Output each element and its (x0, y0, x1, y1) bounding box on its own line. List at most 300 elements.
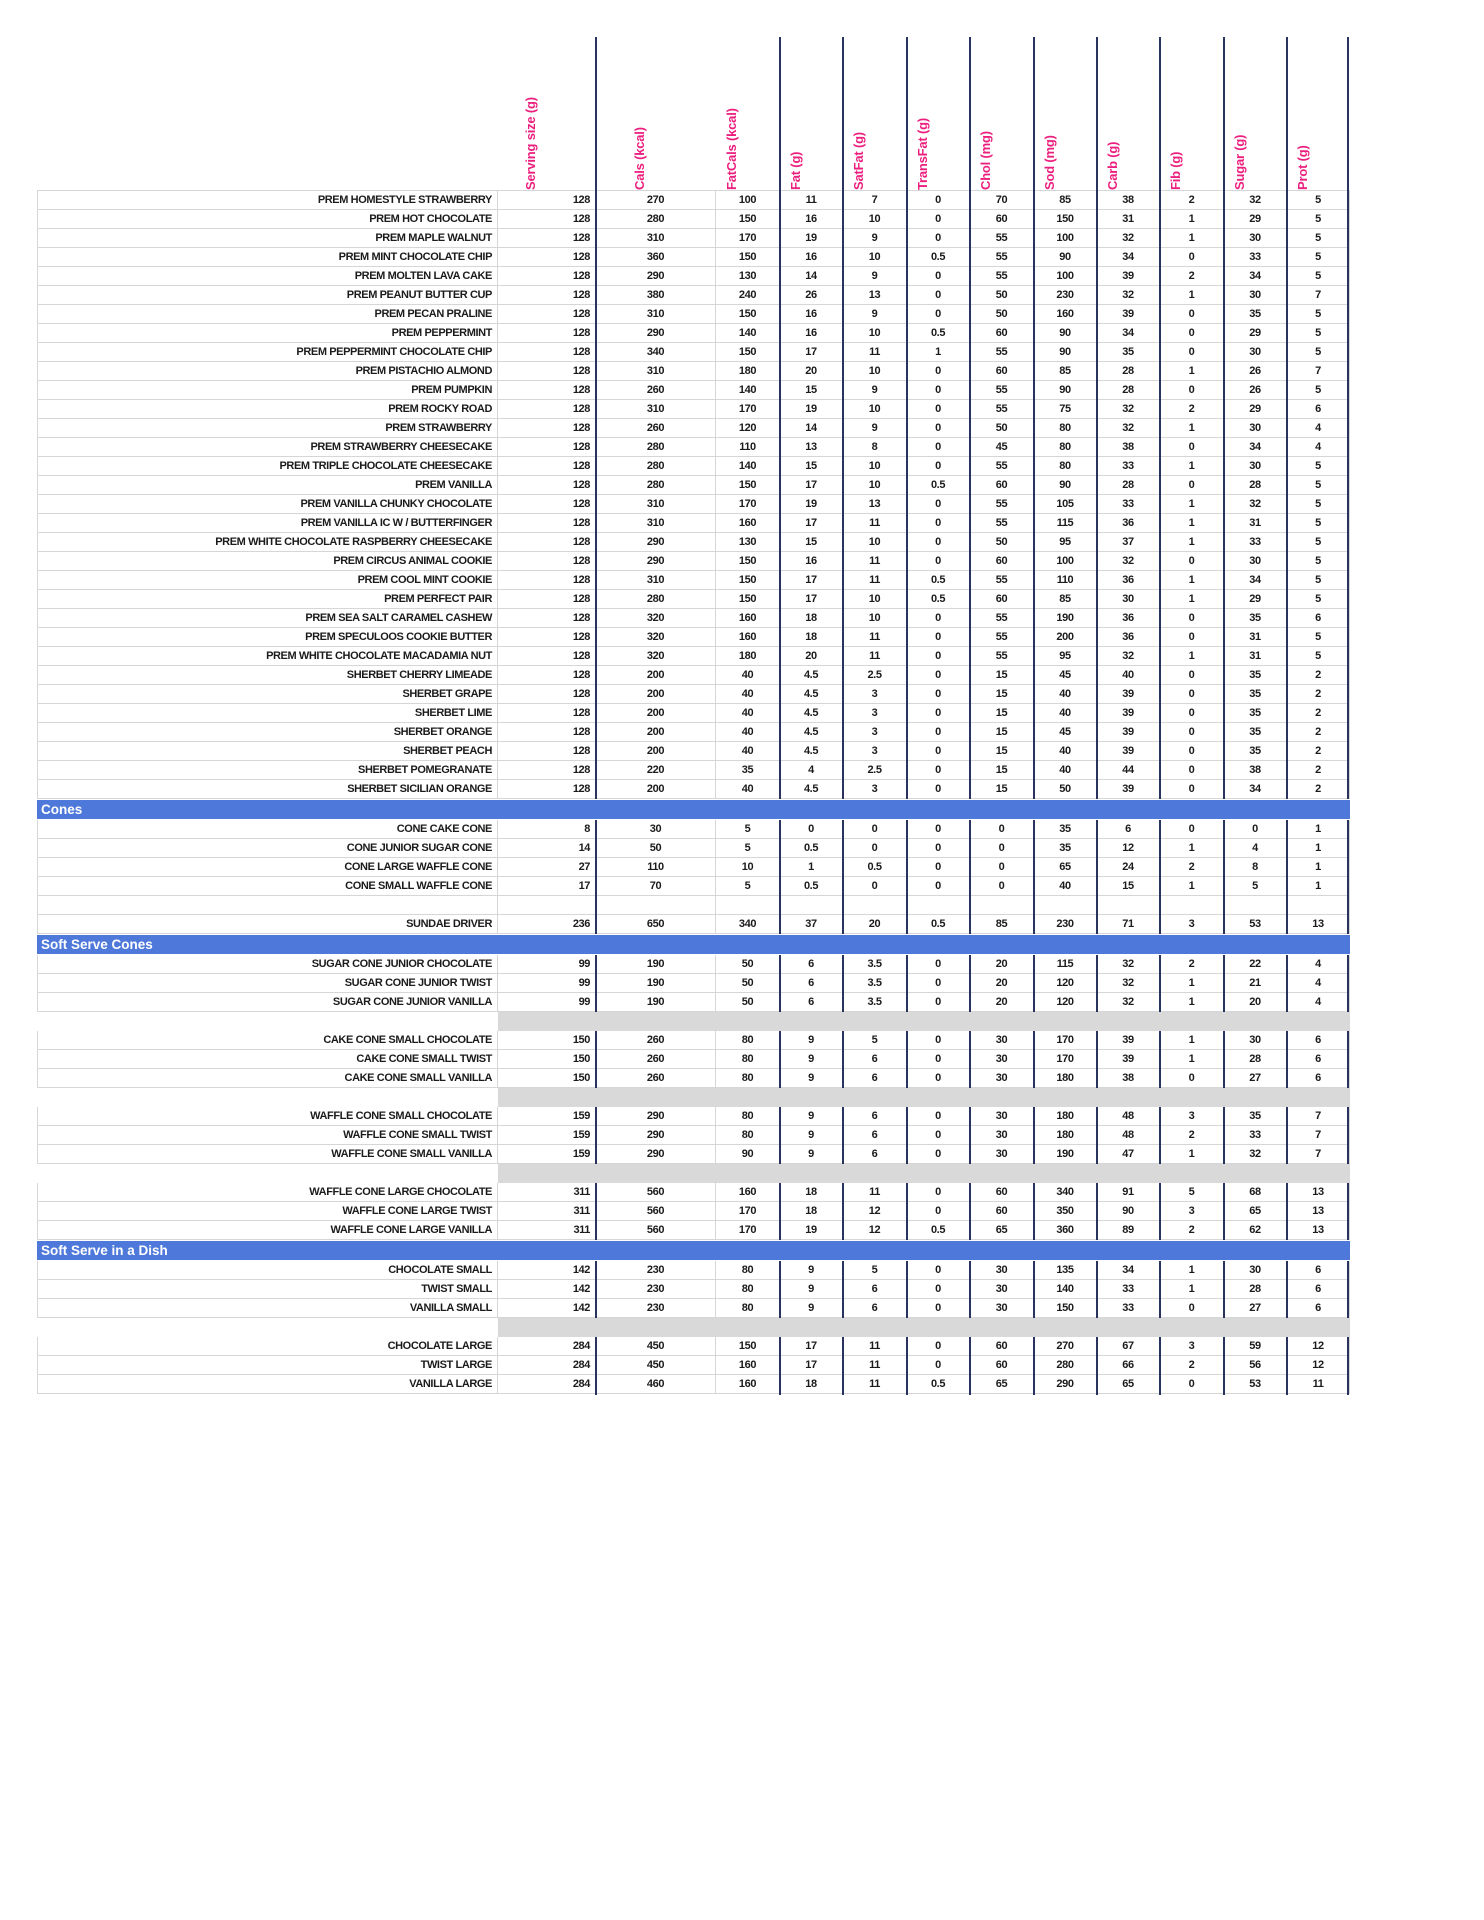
value-cell-satfat: 13 (843, 286, 907, 305)
table-row (37, 1280, 1350, 1299)
value-cell-fatcals: 40 (716, 685, 780, 704)
value-cell-cals: 320 (596, 647, 716, 666)
table-row (37, 666, 1350, 685)
value-cell-cals: 310 (596, 305, 716, 324)
value-cell-transfat: 0 (907, 1183, 970, 1202)
value-cell-prot: 5 (1287, 514, 1350, 533)
section-title: Soft Serve in a Dish (41, 1243, 168, 1258)
value-cell-cals: 280 (596, 457, 716, 476)
value-cell-fatcals: 40 (716, 742, 780, 761)
value-cell-fat: 17 (780, 1356, 843, 1375)
value-cell-transfat: 0 (907, 877, 970, 896)
value-cell-prot: 5 (1287, 533, 1350, 552)
value-cell-transfat: 0 (907, 514, 970, 533)
value-cell-fib: 1 (1160, 286, 1224, 305)
value-cell-transfat: 0 (907, 267, 970, 286)
value-cell-serving: 128 (498, 571, 596, 590)
value-cell-chol: 20 (970, 974, 1034, 993)
value-cell-prot: 5 (1287, 495, 1350, 514)
value-cell-satfat: 3.5 (843, 955, 907, 974)
item-name-cell: WAFFLE CONE SMALL CHOCOLATE (37, 1107, 498, 1126)
value-cell-serving: 128 (498, 400, 596, 419)
value-cell-fat: 19 (780, 1221, 843, 1240)
value-cell-serving: 128 (498, 628, 596, 647)
value-cell-fib: 1 (1160, 210, 1224, 229)
value-cell-fatcals: 130 (716, 533, 780, 552)
value-cell-cals: 190 (596, 955, 716, 974)
value-cell-satfat: 0.5 (843, 858, 907, 877)
value-cell-fib: 1 (1160, 495, 1224, 514)
value-cell-serving: 142 (498, 1280, 596, 1299)
value-cell-carb: 32 (1097, 552, 1160, 571)
value-cell-prot: 2 (1287, 742, 1350, 761)
value-cell-satfat: 2.5 (843, 666, 907, 685)
column-separator-line (1033, 37, 1035, 1395)
table-row (37, 1031, 1350, 1050)
value-cell-chol: 50 (970, 305, 1034, 324)
value-cell-fat: 4.5 (780, 780, 843, 799)
value-cell-serving: 236 (498, 915, 596, 934)
value-cell-chol: 60 (970, 590, 1034, 609)
value-cell-fat: 15 (780, 381, 843, 400)
value-cell-serving: 128 (498, 457, 596, 476)
value-cell-cals: 560 (596, 1221, 716, 1240)
value-cell-chol: 0 (970, 877, 1034, 896)
column-header-fib: Fib (g) (1168, 151, 1183, 190)
value-cell-fib: 0 (1160, 324, 1224, 343)
value-cell-satfat: 10 (843, 400, 907, 419)
value-cell-satfat: 11 (843, 1356, 907, 1375)
value-cell-transfat: 0 (907, 780, 970, 799)
value-cell-fib: 0 (1160, 820, 1224, 839)
table-row (37, 974, 1350, 993)
column-header-chol: Chol (mg) (978, 131, 993, 190)
item-name-cell: WAFFLE CONE LARGE CHOCOLATE (37, 1183, 498, 1202)
value-cell-satfat: 20 (843, 915, 907, 934)
column-separator-line (779, 37, 781, 1395)
value-cell-sugar: 30 (1224, 1261, 1287, 1280)
value-cell-fatcals: 140 (716, 324, 780, 343)
value-cell-fat: 4.5 (780, 742, 843, 761)
value-cell-serving: 128 (498, 495, 596, 514)
value-cell-sugar: 31 (1224, 514, 1287, 533)
column-separator-line (906, 37, 908, 1395)
value-cell-prot: 5 (1287, 191, 1350, 210)
value-cell-cals: 200 (596, 723, 716, 742)
value-cell-chol: 65 (970, 1375, 1034, 1394)
value-cell-satfat: 11 (843, 1337, 907, 1356)
value-cell-fib: 0 (1160, 305, 1224, 324)
value-cell-serving: 99 (498, 974, 596, 993)
value-cell-prot: 5 (1287, 628, 1350, 647)
value-cell-prot: 5 (1287, 571, 1350, 590)
item-name-cell: WAFFLE CONE LARGE TWIST (37, 1202, 498, 1221)
value-cell-fib: 2 (1160, 1356, 1224, 1375)
value-cell-satfat: 6 (843, 1107, 907, 1126)
value-cell-sugar: 35 (1224, 723, 1287, 742)
item-name-cell: PREM PUMPKIN (37, 381, 498, 400)
value-cell-transfat: 0 (907, 839, 970, 858)
value-cell-fatcals: 80 (716, 1126, 780, 1145)
nutrition-table (37, 37, 1350, 1394)
value-cell-transfat: 0.5 (907, 476, 970, 495)
item-name-cell: SHERBET LIME (37, 704, 498, 723)
table-row (37, 742, 1350, 761)
value-cell-satfat: 6 (843, 1299, 907, 1318)
value-cell-fatcals: 170 (716, 1202, 780, 1221)
value-cell-sod: 180 (1034, 1069, 1097, 1088)
value-cell-serving: 128 (498, 723, 596, 742)
value-cell-fat: 18 (780, 609, 843, 628)
value-cell-transfat: 0 (907, 1261, 970, 1280)
value-cell-serving: 284 (498, 1375, 596, 1394)
value-cell-chol: 0 (970, 858, 1034, 877)
value-cell-sod: 270 (1034, 1337, 1097, 1356)
value-cell-fib: 1 (1160, 229, 1224, 248)
value-cell-chol: 30 (970, 1280, 1034, 1299)
value-cell-sod: 135 (1034, 1261, 1097, 1280)
value-cell-carb: 36 (1097, 571, 1160, 590)
value-cell-fib: 0 (1160, 704, 1224, 723)
value-cell-fatcals: 150 (716, 343, 780, 362)
value-cell-prot: 5 (1287, 324, 1350, 343)
value-cell-sod: 100 (1034, 229, 1097, 248)
table-row (37, 210, 1350, 229)
value-cell-transfat: 0 (907, 1126, 970, 1145)
value-cell-transfat: 0 (907, 229, 970, 248)
value-cell-fib: 2 (1160, 400, 1224, 419)
value-cell-fatcals: 40 (716, 723, 780, 742)
value-cell-chol: 50 (970, 286, 1034, 305)
value-cell-cals: 200 (596, 780, 716, 799)
value-cell-carb: 32 (1097, 400, 1160, 419)
value-cell-chol: 60 (970, 1202, 1034, 1221)
value-cell-fat: 9 (780, 1031, 843, 1050)
value-cell-satfat: 8 (843, 438, 907, 457)
table-row (37, 647, 1350, 666)
value-cell-sod: 75 (1034, 400, 1097, 419)
table-header-row (37, 37, 1350, 190)
value-cell-serving: 128 (498, 191, 596, 210)
item-name-cell: PREM PEPPERMINT CHOCOLATE CHIP (37, 343, 498, 362)
value-cell-cals: 290 (596, 1126, 716, 1145)
value-cell-serving: 284 (498, 1337, 596, 1356)
column-separator-line (595, 37, 597, 1395)
table-row (37, 476, 1350, 495)
column-separator-line (1286, 37, 1288, 1395)
item-name-cell: PREM PEANUT BUTTER CUP (37, 286, 498, 305)
column-header-prot: Prot (g) (1294, 145, 1310, 190)
value-cell-sugar: 27 (1224, 1069, 1287, 1088)
value-cell-cals: 30 (596, 820, 716, 839)
value-cell-fatcals: 150 (716, 571, 780, 590)
value-cell-carb: 30 (1097, 590, 1160, 609)
value-cell-chol: 60 (970, 324, 1034, 343)
value-cell-transfat: 0 (907, 1202, 970, 1221)
value-cell-carb: 47 (1097, 1145, 1160, 1164)
value-cell-fat: 9 (780, 1126, 843, 1145)
value-cell-chol: 15 (970, 704, 1034, 723)
value-cell-sod: 340 (1034, 1183, 1097, 1202)
value-cell-fatcals: 150 (716, 1337, 780, 1356)
value-cell-prot: 5 (1287, 552, 1350, 571)
value-cell-cals: 650 (596, 915, 716, 934)
value-cell-fib: 0 (1160, 1299, 1224, 1318)
value-cell-prot: 7 (1287, 362, 1350, 381)
value-cell-sugar: 65 (1224, 1202, 1287, 1221)
value-cell-transfat: 0.5 (907, 915, 970, 934)
item-name-cell: PREM VANILLA CHUNKY CHOCOLATE (37, 495, 498, 514)
value-cell-fat: 18 (780, 1202, 843, 1221)
value-cell-serving: 128 (498, 286, 596, 305)
value-cell-sugar: 29 (1224, 324, 1287, 343)
value-cell-fat: 0.5 (780, 839, 843, 858)
value-cell-satfat: 3 (843, 742, 907, 761)
value-cell-sugar: 29 (1224, 210, 1287, 229)
value-cell-sugar: 21 (1224, 974, 1287, 993)
value-cell-chol: 55 (970, 647, 1034, 666)
value-cell-transfat: 0 (907, 628, 970, 647)
value-cell-chol: 60 (970, 1183, 1034, 1202)
value-cell-fatcals: 160 (716, 628, 780, 647)
value-cell-cals: 290 (596, 324, 716, 343)
value-cell-sod: 65 (1034, 858, 1097, 877)
value-cell-sugar: 31 (1224, 647, 1287, 666)
value-cell-sod: 170 (1034, 1050, 1097, 1069)
value-cell-prot: 6 (1287, 1280, 1350, 1299)
column-header-fatcals: FatCals (kcal) (724, 108, 739, 190)
value-cell-prot: 2 (1287, 685, 1350, 704)
value-cell-prot: 12 (1287, 1356, 1350, 1375)
value-cell-chol: 55 (970, 229, 1034, 248)
value-cell-fat: 4.5 (780, 685, 843, 704)
value-cell-chol: 55 (970, 248, 1034, 267)
value-cell-fatcals: 100 (716, 191, 780, 210)
item-name-cell: PREM VANILLA (37, 476, 498, 495)
value-cell-prot: 4 (1287, 419, 1350, 438)
value-cell-fib: 0 (1160, 552, 1224, 571)
value-cell-carb: 33 (1097, 1280, 1160, 1299)
value-cell-fib: 0 (1160, 723, 1224, 742)
value-cell-cals: 70 (596, 877, 716, 896)
table-body (37, 190, 1350, 1394)
table-row (37, 1050, 1350, 1069)
value-cell-satfat: 0 (843, 839, 907, 858)
value-cell-prot: 13 (1287, 915, 1350, 934)
value-cell-transfat: 0.5 (907, 571, 970, 590)
value-cell-fib: 1 (1160, 647, 1224, 666)
value-cell-prot: 1 (1287, 858, 1350, 877)
item-name-cell: PREM SEA SALT CARAMEL CASHEW (37, 609, 498, 628)
value-cell-fatcals: 50 (716, 993, 780, 1012)
value-cell-sod: 150 (1034, 1299, 1097, 1318)
value-cell-fat: 16 (780, 248, 843, 267)
value-cell-sugar: 4 (1224, 839, 1287, 858)
value-cell-cals: 290 (596, 552, 716, 571)
value-cell-prot: 7 (1287, 1145, 1350, 1164)
value-cell-serving: 14 (498, 839, 596, 858)
value-cell-fat: 1 (780, 858, 843, 877)
value-cell-prot: 6 (1287, 1069, 1350, 1088)
value-cell-sod: 95 (1034, 533, 1097, 552)
value-cell-serving: 8 (498, 820, 596, 839)
value-cell-carb: 35 (1097, 343, 1160, 362)
value-cell-cals: 560 (596, 1183, 716, 1202)
item-name-cell: SHERBET ORANGE (37, 723, 498, 742)
value-cell-fib: 1 (1160, 571, 1224, 590)
item-name-cell: SUGAR CONE JUNIOR VANILLA (37, 993, 498, 1012)
value-cell-fatcals: 40 (716, 780, 780, 799)
value-cell-carb: 89 (1097, 1221, 1160, 1240)
value-cell-carb: 38 (1097, 1069, 1160, 1088)
value-cell-sugar (1224, 896, 1287, 915)
value-cell-satfat: 2.5 (843, 761, 907, 780)
section-title: Soft Serve Cones (41, 937, 153, 952)
value-cell-sod: 90 (1034, 324, 1097, 343)
value-cell-prot: 5 (1287, 248, 1350, 267)
value-cell-cals: 280 (596, 210, 716, 229)
value-cell-fatcals: 120 (716, 419, 780, 438)
value-cell-satfat: 7 (843, 191, 907, 210)
value-cell-transfat: 0 (907, 362, 970, 381)
value-cell-chol: 55 (970, 628, 1034, 647)
table-row (37, 1356, 1350, 1375)
column-header-cals: Cals (kcal) (632, 127, 647, 190)
value-cell-fat: 13 (780, 438, 843, 457)
value-cell-fatcals: 5 (716, 877, 780, 896)
value-cell-transfat: 0 (907, 381, 970, 400)
value-cell-prot: 5 (1287, 457, 1350, 476)
value-cell-sugar: 5 (1224, 877, 1287, 896)
value-cell-sod: 80 (1034, 419, 1097, 438)
value-cell-fatcals: 80 (716, 1107, 780, 1126)
value-cell-prot: 6 (1287, 1031, 1350, 1050)
value-cell-prot: 2 (1287, 723, 1350, 742)
value-cell-cals: 260 (596, 1050, 716, 1069)
value-cell-chol: 60 (970, 552, 1034, 571)
separator-name-area (37, 1318, 498, 1337)
column-header-transfat: TransFat (g) (914, 118, 930, 190)
value-cell-prot: 1 (1287, 877, 1350, 896)
value-cell-transfat: 0.5 (907, 590, 970, 609)
table-row (37, 419, 1350, 438)
value-cell-fib: 0 (1160, 438, 1224, 457)
value-cell-sod: 80 (1034, 457, 1097, 476)
value-cell-serving: 128 (498, 609, 596, 628)
separator-band-row (37, 1012, 1350, 1031)
value-cell-fib: 2 (1160, 858, 1224, 877)
value-cell-sugar: 32 (1224, 495, 1287, 514)
value-cell-carb: 32 (1097, 419, 1160, 438)
value-cell-sugar: 35 (1224, 742, 1287, 761)
value-cell-transfat: 0 (907, 210, 970, 229)
value-cell-chol: 70 (970, 191, 1034, 210)
separator-band-row (37, 1088, 1350, 1107)
value-cell-sugar: 30 (1224, 419, 1287, 438)
table-row (37, 1069, 1350, 1088)
item-name-cell: VANILLA SMALL (37, 1299, 498, 1318)
value-cell-sugar: 28 (1224, 1280, 1287, 1299)
value-cell-prot: 7 (1287, 1126, 1350, 1145)
value-cell-chol: 55 (970, 514, 1034, 533)
value-cell-cals: 310 (596, 362, 716, 381)
value-cell-serving: 284 (498, 1356, 596, 1375)
value-cell-serving: 17 (498, 877, 596, 896)
value-cell-fib: 0 (1160, 666, 1224, 685)
value-cell-sugar: 22 (1224, 955, 1287, 974)
item-name-cell: CAKE CONE SMALL TWIST (37, 1050, 498, 1069)
value-cell-sod: 100 (1034, 552, 1097, 571)
value-cell-satfat: 3 (843, 723, 907, 742)
value-cell-satfat: 0 (843, 820, 907, 839)
value-cell-transfat: 0 (907, 1299, 970, 1318)
column-separator-line (842, 37, 844, 1395)
item-name-cell: PREM STRAWBERRY CHEESECAKE (37, 438, 498, 457)
value-cell-cals: 230 (596, 1299, 716, 1318)
separator-band-row (37, 1318, 1350, 1337)
value-cell-carb: 39 (1097, 704, 1160, 723)
value-cell-sod (1034, 896, 1097, 915)
value-cell-sugar: 33 (1224, 248, 1287, 267)
value-cell-prot: 2 (1287, 666, 1350, 685)
value-cell-fat: 16 (780, 210, 843, 229)
value-cell-sod: 40 (1034, 742, 1097, 761)
value-cell-fib: 5 (1160, 1183, 1224, 1202)
table-row (37, 514, 1350, 533)
value-cell-prot: 4 (1287, 955, 1350, 974)
value-cell-sugar: 20 (1224, 993, 1287, 1012)
value-cell-carb: 28 (1097, 476, 1160, 495)
value-cell-carb: 39 (1097, 723, 1160, 742)
value-cell-transfat: 0 (907, 974, 970, 993)
value-cell-cals: 310 (596, 571, 716, 590)
value-cell-carb: 12 (1097, 839, 1160, 858)
table-row (37, 552, 1350, 571)
value-cell-fat: 16 (780, 324, 843, 343)
value-cell-satfat: 0 (843, 877, 907, 896)
value-cell-fat: 9 (780, 1050, 843, 1069)
value-cell-prot: 1 (1287, 820, 1350, 839)
value-cell-cals: 310 (596, 495, 716, 514)
value-cell-fat: 16 (780, 305, 843, 324)
item-name-cell: PREM WHITE CHOCOLATE MACADAMIA NUT (37, 647, 498, 666)
value-cell-serving: 311 (498, 1183, 596, 1202)
value-cell-cals: 200 (596, 685, 716, 704)
item-name-cell: WAFFLE CONE LARGE VANILLA (37, 1221, 498, 1240)
value-cell-sod: 40 (1034, 877, 1097, 896)
item-name-cell: SHERBET SICILIAN ORANGE (37, 780, 498, 799)
table-row (37, 1375, 1350, 1394)
value-cell-chol: 30 (970, 1107, 1034, 1126)
table-row (37, 955, 1350, 974)
item-name-cell: CONE CAKE CONE (37, 820, 498, 839)
value-cell-sugar: 34 (1224, 780, 1287, 799)
value-cell-fatcals (716, 896, 780, 915)
item-name-cell: PREM MOLTEN LAVA CAKE (37, 267, 498, 286)
value-cell-transfat: 0 (907, 286, 970, 305)
value-cell-serving: 128 (498, 362, 596, 381)
value-cell-fib: 0 (1160, 343, 1224, 362)
value-cell-fat: 9 (780, 1299, 843, 1318)
value-cell-prot: 13 (1287, 1202, 1350, 1221)
value-cell-serving: 128 (498, 419, 596, 438)
value-cell-chol: 45 (970, 438, 1034, 457)
value-cell-sod: 85 (1034, 590, 1097, 609)
table-row (37, 993, 1350, 1012)
column-separator-line (1347, 37, 1349, 1395)
value-cell-serving: 128 (498, 666, 596, 685)
value-cell-cals: 230 (596, 1280, 716, 1299)
